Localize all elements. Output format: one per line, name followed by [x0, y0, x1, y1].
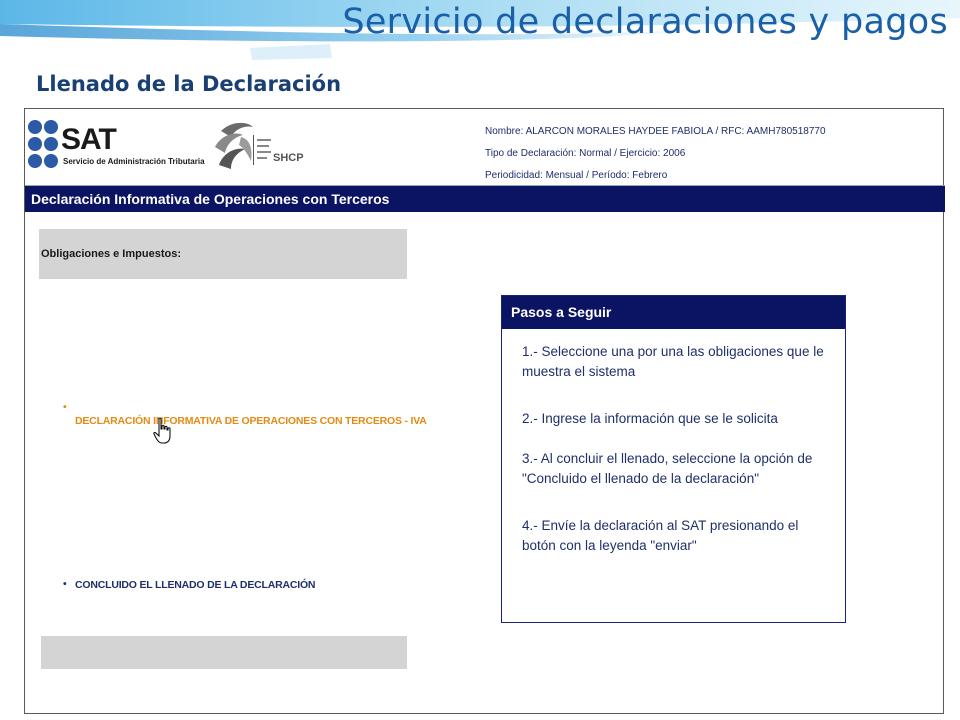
obligaciones-header: Obligaciones e Impuestos: [39, 229, 407, 279]
info-nombre: Nombre: ALARCON MORALES HAYDEE FABIOLA / RFC: AAMH780518770 [485, 126, 826, 137]
sat-logo-subtitle: Servicio de Administración Tributaria [63, 157, 205, 166]
step-2: 2.- Ingrese la información que se le solicita [522, 411, 778, 426]
step-3: 3.- Al concluir el llenado, seleccione la opción de "Concluido el llenado de la declaración" [522, 451, 813, 486]
bullet-icon: • [63, 401, 67, 413]
obligation-concluido-label[interactable]: CONCLUIDO EL LLENADO DE LA DECLARACIÓN [75, 579, 316, 591]
sat-logo-dots-icon [27, 119, 61, 171]
steps-panel [501, 295, 846, 623]
sat-logo-text: SAT [61, 123, 116, 156]
sat-header [25, 109, 941, 185]
taxpayer-info [485, 121, 826, 187]
obligation-iva-label[interactable]: DECLARACIÓN INFORMATIVA DE OPERACIONES CON TERCEROS - IVA [75, 415, 427, 427]
step-1: 1.- Seleccione una por una las obligaciones que le muestra el sistema [522, 344, 824, 379]
sat-screenshot [24, 108, 944, 714]
slide-subtitle: Llenado de la Declaración [36, 72, 342, 96]
bottom-gray-bar [41, 636, 407, 669]
step-4: 4.- Envíe la declaración al SAT presionando el botón con la leyenda "enviar" [522, 518, 799, 553]
bullet-icon: • [63, 578, 67, 590]
declaration-title-bar: Declaración Informativa de Operaciones con Terceros [25, 185, 945, 212]
svg-text:SHCP: SHCP [273, 152, 304, 164]
info-tipo: Tipo de Declaración: Normal / Ejercicio: 2006 [485, 148, 686, 159]
hand-cursor-icon [153, 417, 173, 445]
steps-header: Pasos a Seguir [502, 296, 845, 329]
shcp-emblem-icon [201, 117, 304, 177]
slide-title: Servicio de declaraciones y pagos [342, 2, 948, 42]
info-periodicidad: Periodicidad: Mensual / Período: Febrero [485, 170, 668, 181]
